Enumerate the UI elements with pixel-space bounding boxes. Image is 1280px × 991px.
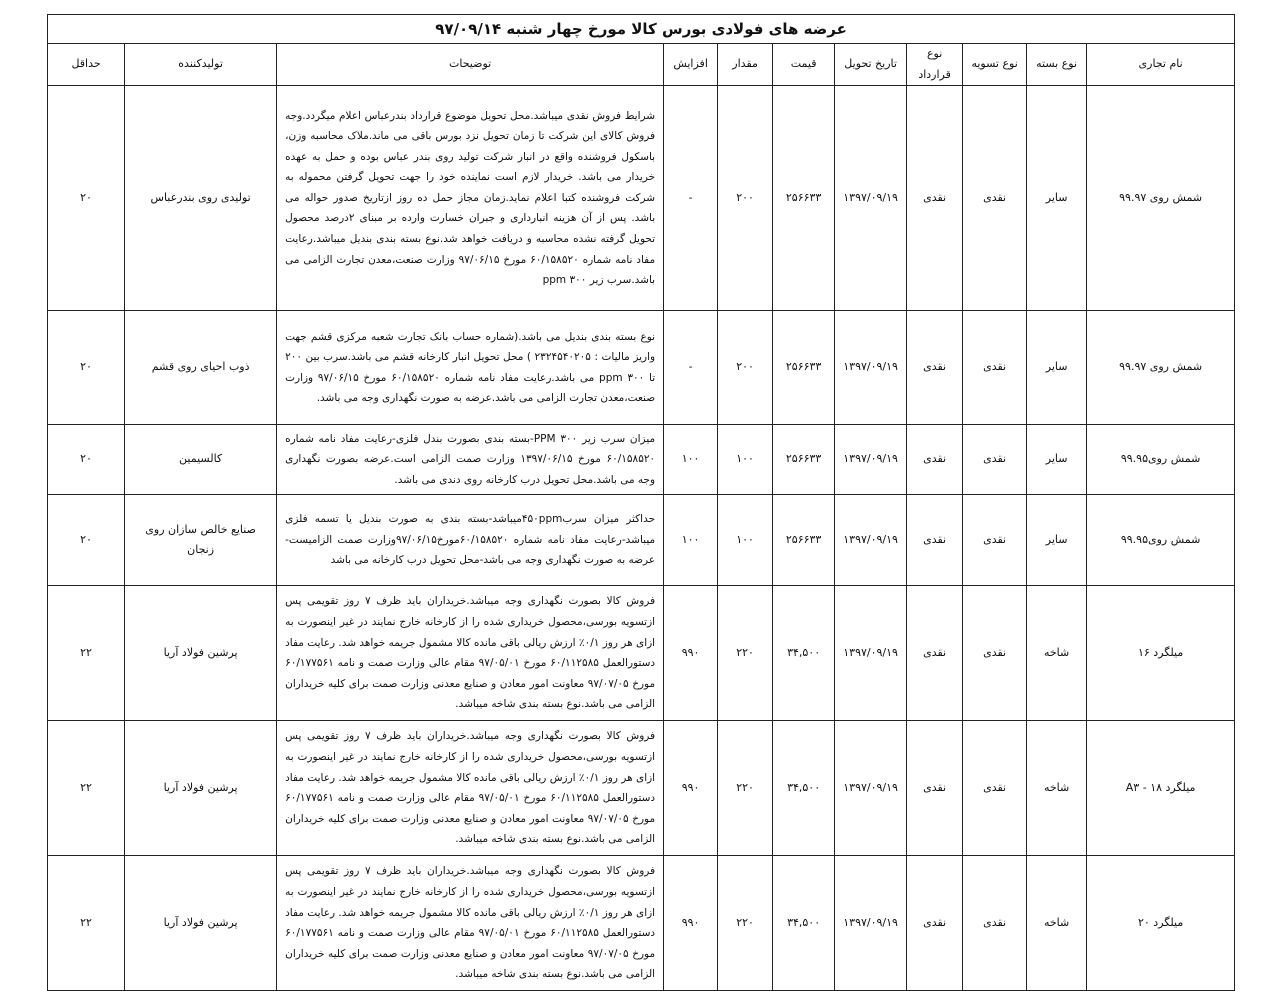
cell-package-type: سایر bbox=[1027, 495, 1087, 586]
cell-package-type: شاخه bbox=[1027, 721, 1087, 856]
header-price: قیمت bbox=[773, 44, 835, 86]
table-row bbox=[48, 425, 1235, 495]
cell-brand-name: میلگرد ۱۸ - A۳ bbox=[1087, 721, 1235, 856]
cell-price: ۲۵۶۶۳۳ bbox=[773, 425, 835, 495]
table-row bbox=[48, 86, 1235, 311]
cell-delivery-date: ۱۳۹۷/۰۹/۱۹ bbox=[835, 425, 907, 495]
header-amount: مقدار bbox=[718, 44, 773, 86]
cell-producer: پرشین فولاد آریا bbox=[125, 586, 277, 721]
cell-producer: تولیدی روی بندرعباس bbox=[125, 86, 277, 311]
cell-delivery-date: ۱۳۹۷/۰۹/۱۹ bbox=[835, 721, 907, 856]
header-brand-name: نام تجاری bbox=[1087, 44, 1235, 86]
cell-increase: ۹۹۰ bbox=[664, 721, 718, 856]
cell-amount: ۱۰۰ bbox=[718, 495, 773, 586]
cell-contract-type: نقدی bbox=[907, 311, 963, 425]
cell-increase: ۹۹۰ bbox=[664, 856, 718, 991]
header-increase: افزایش bbox=[664, 44, 718, 86]
cell-delivery-date: ۱۳۹۷/۰۹/۱۹ bbox=[835, 586, 907, 721]
cell-producer: صنایع خالص سازان روی زنجان bbox=[125, 495, 277, 586]
cell-minimum: ۲۰ bbox=[48, 86, 125, 311]
cell-settlement-type: نقدی bbox=[963, 311, 1027, 425]
cell-description: فروش کالا بصورت نگهداری وجه میباشد.خریداران باید ظرف ۷ روز تقویمی پس ازتسویه بورسی،محصول خریداری شده را از کارخانه خارج نمایند در غیر اینصورت به ازای هر روز ۰/۱٪ ارزش ریالی باقی مانده کالا مشمول جریمه خواهد شد. رعایت مفاد دستورالعمل ۶۰/۱۱۲۵۸۵ مورخ ۹۷/۰۵/۰۱ مقام عالی وزارت صمت و نامه ۶۰/۱۷۷۵۶۱ مورخ ۹۷/۰۷/۰۵ معاونت امور معادن و صنایع معدنی وزارت صمت برای کلیه خریداران الزامی می باشد.نوع بسته بندی شاخه میباشد. bbox=[277, 586, 664, 721]
cell-contract-type: نقدی bbox=[907, 586, 963, 721]
cell-minimum: ۲۲ bbox=[48, 721, 125, 856]
title-row bbox=[48, 15, 1235, 44]
cell-contract-type: نقدی bbox=[907, 86, 963, 311]
cell-contract-type: نقدی bbox=[907, 721, 963, 856]
cell-settlement-type: نقدی bbox=[963, 425, 1027, 495]
cell-settlement-type: نقدی bbox=[963, 586, 1027, 721]
cell-producer: پرشین فولاد آریا bbox=[125, 856, 277, 991]
cell-delivery-date: ۱۳۹۷/۰۹/۱۹ bbox=[835, 495, 907, 586]
cell-minimum: ۲۰ bbox=[48, 425, 125, 495]
cell-description: فروش کالا بصورت نگهداری وجه میباشد.خریداران باید ظرف ۷ روز تقویمی پس ازتسویه بورسی،محصول خریداری شده را از کارخانه خارج نمایند در غیر اینصورت به ازای هر روز ۰/۱٪ ارزش ریالی باقی مانده کالا مشمول جریمه خواهد شد. رعایت مفاد دستورالعمل ۶۰/۱۱۲۵۸۵ مورخ ۹۷/۰۵/۰۱ مقام عالی وزارت صمت و نامه ۶۰/۱۷۷۵۶۱ مورخ ۹۷/۰۷/۰۵ معاونت امور معادن و صنایع معدنی وزارت صمت برای کلیه خریداران الزامی می باشد.نوع بسته بندی شاخه میباشد. bbox=[277, 856, 664, 991]
cell-package-type: شاخه bbox=[1027, 586, 1087, 721]
cell-price: ۳۴,۵۰۰ bbox=[773, 586, 835, 721]
table-row bbox=[48, 586, 1235, 721]
table-row bbox=[48, 311, 1235, 425]
cell-minimum: ۲۰ bbox=[48, 495, 125, 586]
cell-price: ۳۴,۵۰۰ bbox=[773, 721, 835, 856]
table-row bbox=[48, 856, 1235, 991]
header-contract-type: نوع قرارداد bbox=[907, 44, 963, 86]
header-producer: تولیدکننده bbox=[125, 44, 277, 86]
header-minimum: حداقل bbox=[48, 44, 125, 86]
cell-delivery-date: ۱۳۹۷/۰۹/۱۹ bbox=[835, 856, 907, 991]
steel-offerings-table bbox=[47, 14, 1235, 991]
cell-price: ۲۵۶۶۳۳ bbox=[773, 495, 835, 586]
cell-minimum: ۲۰ bbox=[48, 311, 125, 425]
table-row bbox=[48, 721, 1235, 856]
cell-delivery-date: ۱۳۹۷/۰۹/۱۹ bbox=[835, 311, 907, 425]
cell-contract-type: نقدی bbox=[907, 856, 963, 991]
cell-minimum: ۲۲ bbox=[48, 856, 125, 991]
cell-increase: ۱۰۰ bbox=[664, 425, 718, 495]
cell-increase: ۹۹۰ bbox=[664, 586, 718, 721]
cell-amount: ۲۲۰ bbox=[718, 586, 773, 721]
cell-amount: ۲۲۰ bbox=[718, 721, 773, 856]
cell-settlement-type: نقدی bbox=[963, 86, 1027, 311]
cell-package-type: شاخه bbox=[1027, 856, 1087, 991]
cell-description: شرایط فروش نقدی میباشد.محل تحویل موضوع قرارداد بندرعباس اعلام میگردد.وجه فروش کالای این شرکت تا زمان تحویل نزد بورس باقی می ماند.ملاک محاسبه وزن، باسکول فروشنده واقع در انبار شرکت تولید روی بندر عباس بوده و حمل به عهده خریدار می باشد. خریدار لازم است نماینده خود را جهت تحویل گرفتن محموله به شرکت فروشنده کتبا اعلام نماید.زمان مجاز حمل ده روز ازتاریخ صدور حواله می باشد. پس از آن هزینه انبارداری و جبران خسارت وارده بر مبنای ۲درصد محصول تحویل گرفته نشده محاسبه و دریافت خواهد شد.نوع بسته بندی بندیل میباشد.رعایت مفاد نامه شماره ۶۰/۱۵۸۵۲۰ مورخ ۹۷/۰۶/۱۵ وزارت صنعت،معدن تجارت الزامی می باشد.سرب زیر ۳۰۰ ppm bbox=[277, 86, 664, 311]
cell-settlement-type: نقدی bbox=[963, 495, 1027, 586]
header-settlement-type: نوع تسویه bbox=[963, 44, 1027, 86]
cell-contract-type: نقدی bbox=[907, 495, 963, 586]
cell-description: نوع بسته بندی بندیل می باشد.(شماره حساب بانک تجارت شعبه مرکزی قشم جهت واریز مالیات : ۲۳۲۴۵۴۰۲۰۵ ) محل تحویل انبار کارخانه قشم می باشد.سرب بین ۲۰۰ تا ۳۰۰ ppm می باشد.رعایت مفاد نامه شماره ۶۰/۱۵۸۵۲۰ مورخ ۹۷/۰۶/۱۵ وزارت صنعت،معدن تجارت الزامی می باشد.عرضه به صورت نگهداری وجه می باشد. bbox=[277, 311, 664, 425]
cell-settlement-type: نقدی bbox=[963, 856, 1027, 991]
cell-minimum: ۲۲ bbox=[48, 586, 125, 721]
cell-brand-name: شمش روی۹۹.۹۵ bbox=[1087, 425, 1235, 495]
cell-producer: کالسیمین bbox=[125, 425, 277, 495]
cell-brand-name: میلگرد ۱۶ bbox=[1087, 586, 1235, 721]
cell-description: فروش کالا بصورت نگهداری وجه میباشد.خریداران باید ظرف ۷ روز تقویمی پس ازتسویه بورسی،محصول خریداری شده را از کارخانه خارج نمایند در غیر اینصورت به ازای هر روز ۰/۱٪ ارزش ریالی باقی مانده کالا مشمول جریمه خواهد شد. رعایت مفاد دستورالعمل ۶۰/۱۱۲۵۸۵ مورخ ۹۷/۰۵/۰۱ مقام عالی وزارت صمت و نامه ۶۰/۱۷۷۵۶۱ مورخ ۹۷/۰۷/۰۵ معاونت امور معادن و صنایع معدنی وزارت صمت برای کلیه خریداران الزامی می باشد.نوع بسته بندی شاخه میباشد. bbox=[277, 721, 664, 856]
cell-brand-name: شمش روی۹۹.۹۵ bbox=[1087, 495, 1235, 586]
table-row bbox=[48, 495, 1235, 586]
cell-price: ۳۴,۵۰۰ bbox=[773, 856, 835, 991]
cell-brand-name: میلگرد ۲۰ bbox=[1087, 856, 1235, 991]
cell-increase: - bbox=[664, 311, 718, 425]
cell-package-type: سایر bbox=[1027, 86, 1087, 311]
header-description: توضیحات bbox=[277, 44, 664, 86]
header-row bbox=[48, 44, 1235, 86]
cell-amount: ۱۰۰ bbox=[718, 425, 773, 495]
cell-amount: ۲۰۰ bbox=[718, 311, 773, 425]
cell-delivery-date: ۱۳۹۷/۰۹/۱۹ bbox=[835, 86, 907, 311]
cell-description: میزان سرب زیر ۳۰۰ PPM-بسته بندی بصورت بندل فلزی-رعایت مفاد نامه شماره ۶۰/۱۵۸۵۲۰ مورخ ۱۳۹۷/۰۶/۱۵ وزارت صمت الزامی است.عرضه بصورت نگهداری وجه می باشد.محل تحویل درب کارخانه روی دندی می باشد. bbox=[277, 425, 664, 495]
page-title: عرضه های فولادی بورس کالا مورخ چهار شنبه ۹۷/۰۹/۱۴ bbox=[48, 15, 1235, 44]
cell-amount: ۲۰۰ bbox=[718, 86, 773, 311]
cell-producer: ذوب احیای روی قشم bbox=[125, 311, 277, 425]
cell-increase: ۱۰۰ bbox=[664, 495, 718, 586]
cell-package-type: سایر bbox=[1027, 311, 1087, 425]
cell-increase: - bbox=[664, 86, 718, 311]
cell-brand-name: شمش روی ۹۹.۹۷ bbox=[1087, 311, 1235, 425]
cell-contract-type: نقدی bbox=[907, 425, 963, 495]
cell-producer: پرشین فولاد آریا bbox=[125, 721, 277, 856]
cell-amount: ۲۲۰ bbox=[718, 856, 773, 991]
cell-description: حداکثر میزان سرب۴۵۰ppmمیباشد-بسته بندی به صورت بندیل یا تسمه فلزی میباشد-رعایت مفاد نامه شماره ۶۰/۱۵۸۵۲۰مورخ۹۷/۰۶/۱۵وزارت صمت الزامیست-عرضه به صورت نگهداری وجه می باشد-محل تحویل درب کارخانه می باشد bbox=[277, 495, 664, 586]
cell-settlement-type: نقدی bbox=[963, 721, 1027, 856]
cell-package-type: سایر bbox=[1027, 425, 1087, 495]
header-package-type: نوع بسته bbox=[1027, 44, 1087, 86]
cell-price: ۲۵۶۶۳۳ bbox=[773, 311, 835, 425]
cell-price: ۲۵۶۶۳۳ bbox=[773, 86, 835, 311]
cell-brand-name: شمش روی ۹۹.۹۷ bbox=[1087, 86, 1235, 311]
header-delivery-date: تاریخ تحویل bbox=[835, 44, 907, 86]
